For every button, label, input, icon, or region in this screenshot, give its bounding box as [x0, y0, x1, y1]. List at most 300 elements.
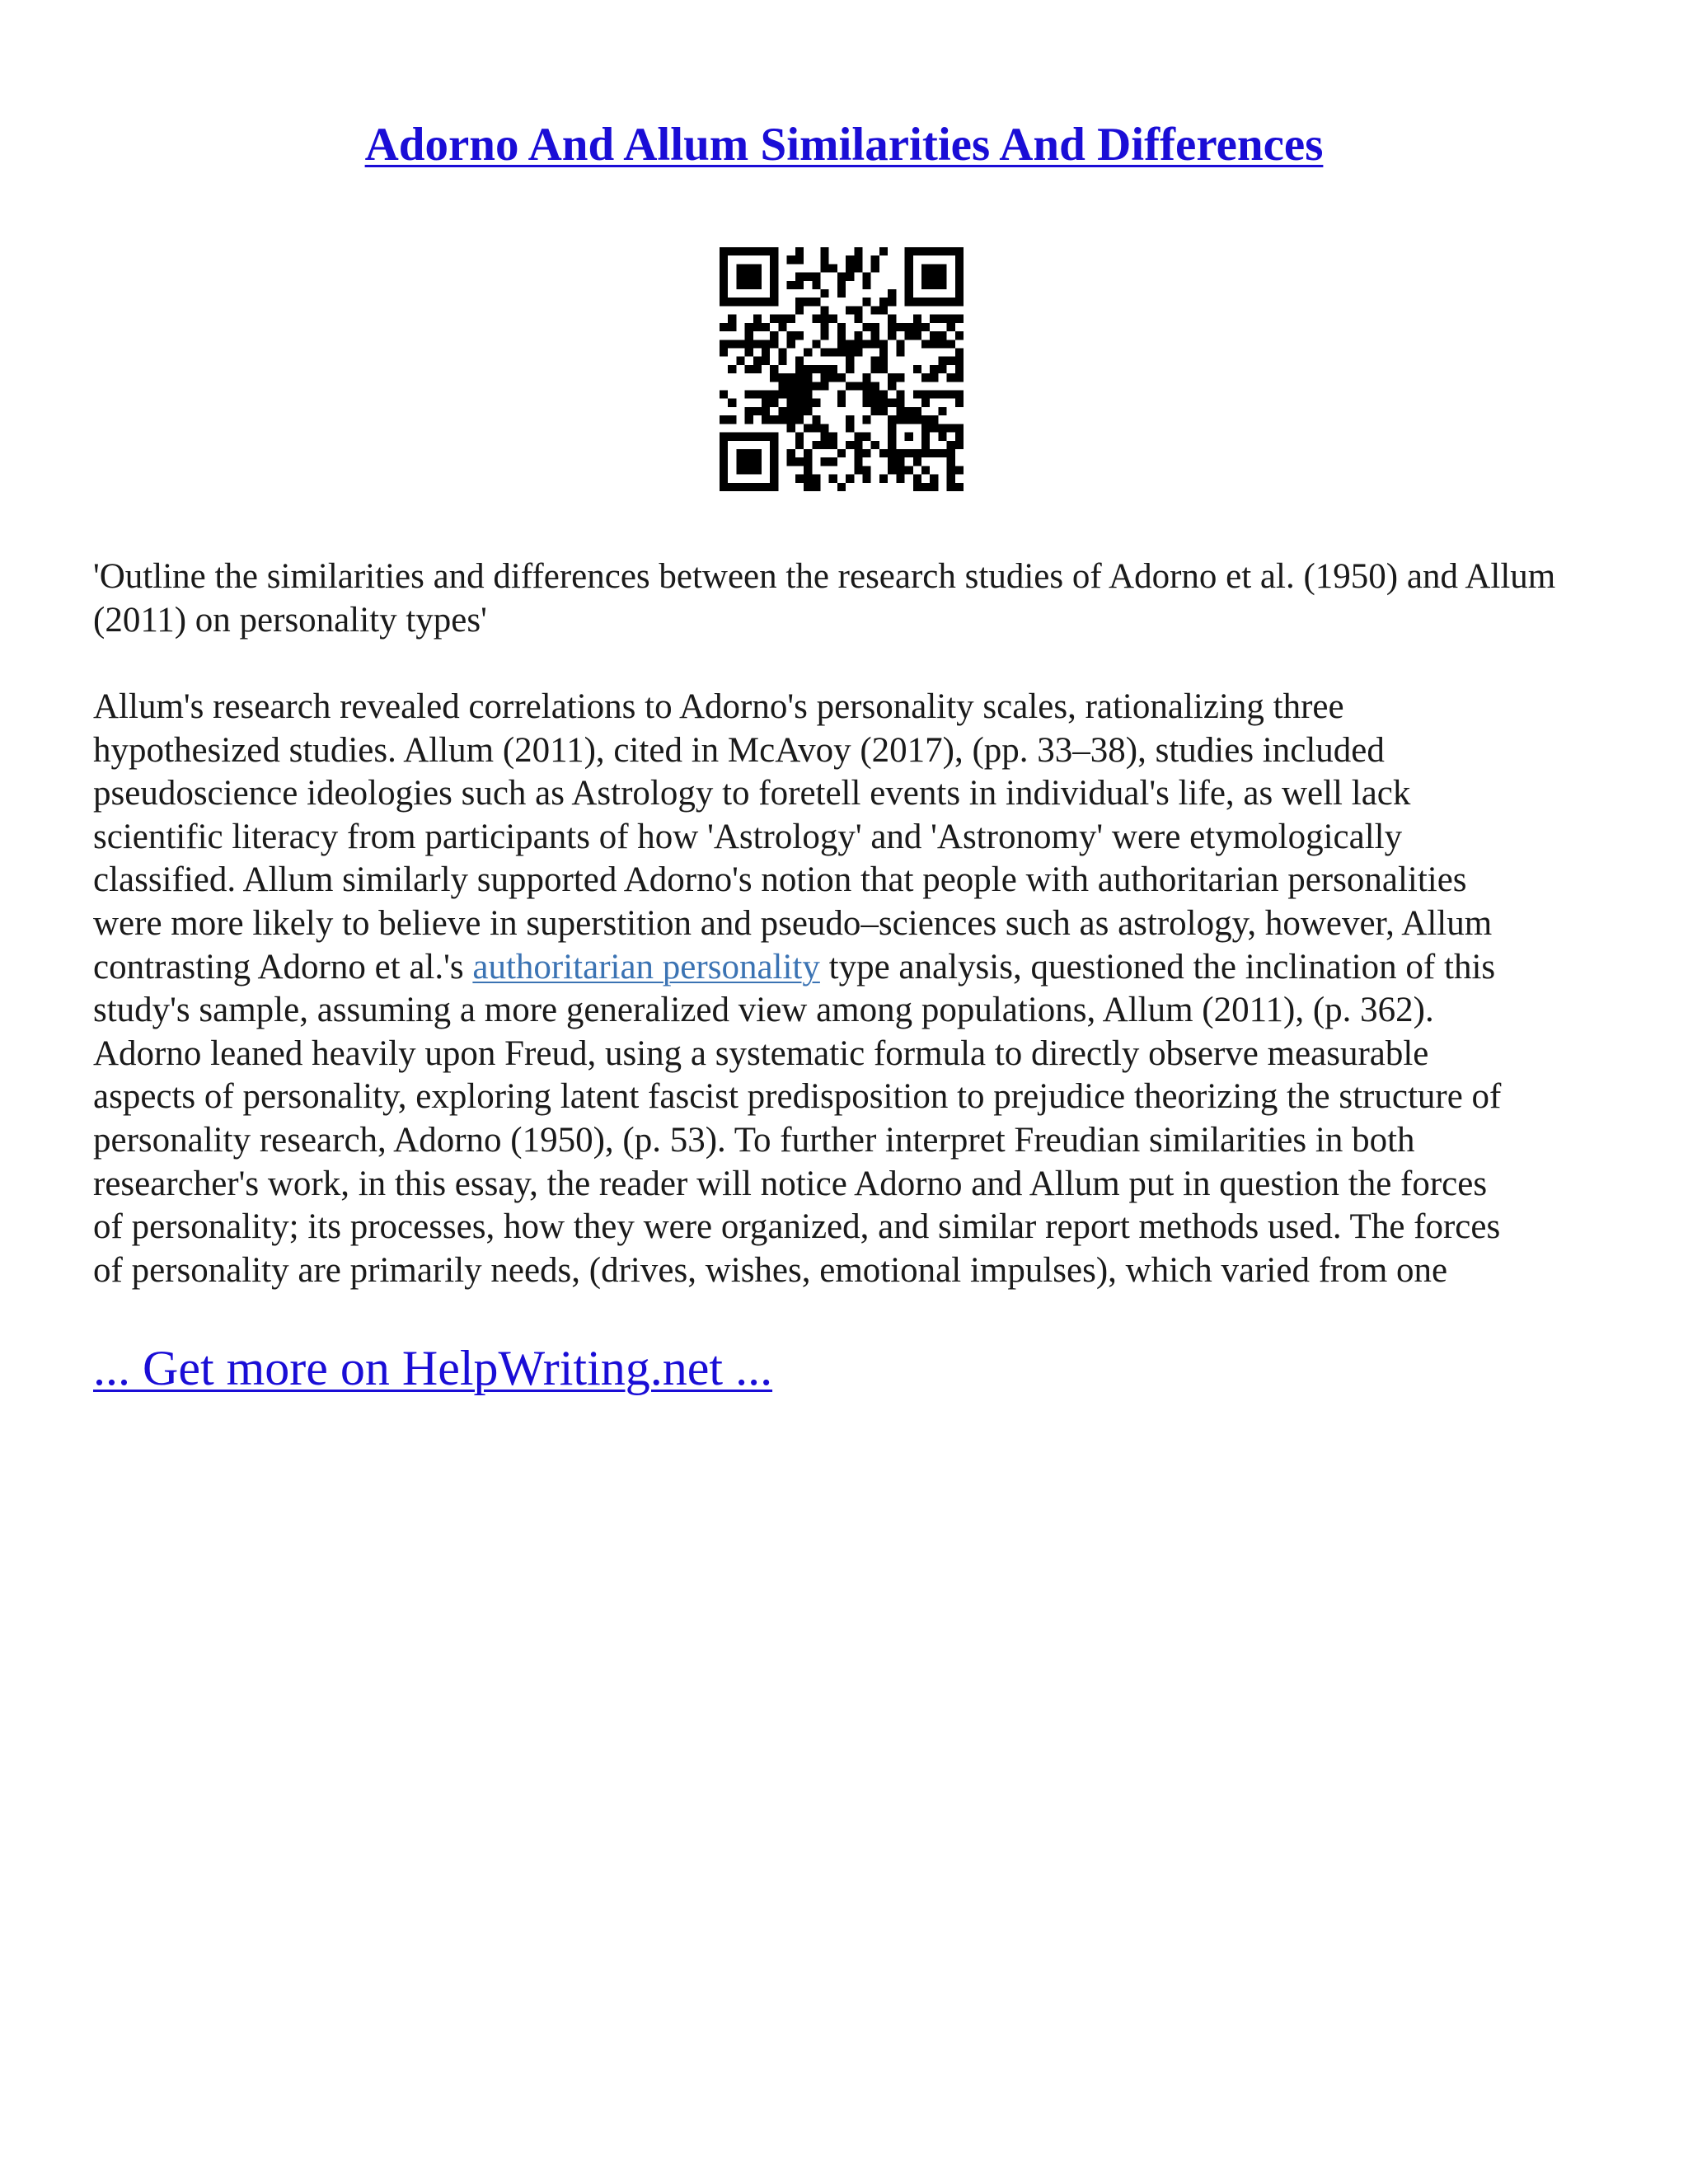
qr-module [863, 449, 871, 457]
qr-module [955, 273, 964, 281]
qr-module [829, 457, 837, 466]
qr-module [854, 433, 862, 441]
qr-module [938, 315, 946, 323]
qr-module [804, 407, 812, 415]
qr-module [736, 483, 744, 491]
qr-module [938, 391, 946, 399]
qr-module [787, 415, 795, 424]
qr-module [955, 373, 964, 382]
qr-module [905, 415, 913, 424]
qr-module [863, 433, 871, 441]
qr-module [905, 264, 913, 272]
qr-module [879, 306, 888, 314]
qr-module [736, 466, 744, 474]
qr-module [736, 449, 744, 457]
qr-module [913, 365, 921, 373]
qr-module [795, 415, 804, 424]
qr-module [913, 449, 921, 457]
qr-module [913, 331, 921, 340]
qr-module [871, 331, 879, 340]
qr-module [812, 424, 820, 432]
qr-module [778, 357, 786, 365]
qr-module [930, 331, 938, 340]
qr-module [947, 475, 955, 483]
qr-module [879, 298, 888, 306]
qr-module [921, 281, 930, 289]
body-line: hypothesized studies. Allum (2011), cited in McAvoy (2017), (pp. 33–38), studies included [93, 730, 1385, 770]
qr-module [863, 298, 871, 306]
qr-module [938, 247, 946, 255]
qr-module [829, 475, 837, 483]
qr-module [938, 407, 946, 415]
qr-module [820, 348, 828, 356]
qr-module [921, 247, 930, 255]
qr-module [804, 348, 812, 356]
qr-module [762, 247, 770, 255]
qr-module [947, 323, 955, 331]
qr-module [795, 475, 804, 483]
qr-module [863, 340, 871, 348]
qr-module [736, 357, 744, 365]
qr-module [871, 323, 879, 331]
qr-module [770, 298, 778, 306]
qr-module [905, 323, 913, 331]
qr-module [955, 289, 964, 298]
qr-module [871, 407, 879, 415]
qr-module [728, 399, 736, 407]
qr-module [947, 315, 955, 323]
qr-module [762, 357, 770, 365]
qr-module [921, 373, 930, 382]
qr-module [938, 264, 946, 272]
qr-module [812, 475, 820, 483]
body-line: researcher's work, in this essay, the reader will notice Adorno and Allum put in question the forces [93, 1164, 1488, 1203]
qr-module [913, 457, 921, 466]
qr-module [753, 340, 762, 348]
qr-module [812, 382, 820, 390]
qr-module [888, 298, 896, 306]
qr-module [896, 449, 904, 457]
qr-module [938, 340, 946, 348]
qr-module [955, 483, 964, 491]
qr-module [854, 348, 862, 356]
qr-module [955, 424, 964, 432]
qr-module [753, 298, 762, 306]
qr-module [879, 407, 888, 415]
qr-module [745, 340, 753, 348]
qr-module [736, 298, 744, 306]
qr-module [921, 441, 930, 449]
qr-module [846, 306, 854, 314]
qr-module [863, 475, 871, 483]
essay-body [93, 686, 1601, 1292]
qr-module [762, 298, 770, 306]
get-more-paragraph [93, 1335, 772, 1401]
qr-module [896, 373, 904, 382]
qr-module [829, 433, 837, 441]
qr-module [770, 441, 778, 449]
qr-module [896, 466, 904, 474]
qr-module [955, 331, 964, 340]
qr-module [938, 433, 946, 441]
qr-module [955, 348, 964, 356]
qr-module [787, 382, 795, 390]
qr-module [770, 365, 778, 373]
qr-module [770, 340, 778, 348]
qr-module [888, 449, 896, 457]
qr-module [947, 340, 955, 348]
qr-module [812, 315, 820, 323]
qr-module [938, 281, 946, 289]
qr-module [753, 457, 762, 466]
qr-module [795, 281, 804, 289]
qr-module [753, 323, 762, 331]
qr-module [863, 415, 871, 424]
qr-module [770, 391, 778, 399]
get-more-link[interactable]: ... Get more on HelpWriting.net ... [93, 1341, 773, 1395]
qr-module [762, 407, 770, 415]
qr-module [930, 298, 938, 306]
qr-module [846, 415, 854, 424]
qr-module [795, 331, 804, 340]
qr-module [896, 391, 904, 399]
qr-module [762, 340, 770, 348]
qr-module [745, 348, 753, 356]
qr-module [955, 247, 964, 255]
qr-module [913, 391, 921, 399]
qr-module [930, 483, 938, 491]
qr-module [736, 340, 744, 348]
qr-module [938, 365, 946, 373]
qr-module [913, 247, 921, 255]
qr-module [888, 433, 896, 441]
qr-module [913, 323, 921, 331]
qr-module [787, 449, 795, 457]
qr-module [829, 373, 837, 382]
qr-module [837, 449, 846, 457]
qr-module [745, 466, 753, 474]
qr-module [888, 441, 896, 449]
qr-module [905, 255, 913, 264]
qr-module [787, 255, 795, 264]
qr-module [829, 365, 837, 373]
qr-module [753, 391, 762, 399]
qr-module [820, 382, 828, 390]
qr-module [846, 424, 854, 432]
qr-module [905, 331, 913, 340]
qr-module [787, 281, 795, 289]
qr-module [921, 415, 930, 424]
qr-module [753, 483, 762, 491]
qr-module [921, 433, 930, 441]
qr-module [736, 264, 744, 272]
qr-module [947, 424, 955, 432]
qr-module [804, 483, 812, 491]
qr-module [804, 424, 812, 432]
qr-module [787, 331, 795, 340]
qr-module [812, 281, 820, 289]
qr-module [930, 391, 938, 399]
qr-module [804, 382, 812, 390]
qr-module [913, 415, 921, 424]
body-line: Allum's research revealed correlations to Adorno's personality scales, rationalizing three [93, 687, 1344, 726]
qr-module [846, 357, 854, 365]
qr-module [905, 281, 913, 289]
qr-module [905, 298, 913, 306]
qr-module [846, 365, 854, 373]
qr-module [930, 247, 938, 255]
qr-module [871, 399, 879, 407]
qr-module [778, 415, 786, 424]
qr-module [720, 323, 728, 331]
qr-module [854, 247, 862, 255]
body-line: aspects of personality, exploring latent fascist predisposition to prejudice theorizing the structure of [93, 1077, 1502, 1117]
qr-module [846, 441, 854, 449]
qr-module [804, 475, 812, 483]
page-title [0, 112, 1688, 178]
qr-module [728, 433, 736, 441]
qr-module [745, 365, 753, 373]
qr-module [753, 273, 762, 281]
qr-module [778, 315, 786, 323]
qr-module [854, 457, 862, 466]
qr-module [795, 306, 804, 314]
qr-module [871, 391, 879, 399]
qr-module [787, 457, 795, 466]
qr-module [863, 273, 871, 281]
qr-module [720, 415, 728, 424]
qr-module [879, 399, 888, 407]
qr-module [753, 365, 762, 373]
qr-module [879, 340, 888, 348]
qr-module [837, 483, 846, 491]
qr-module [930, 424, 938, 432]
qr-module [863, 373, 871, 382]
qr-module [947, 449, 955, 457]
qr-module [820, 264, 828, 272]
qr-module [795, 433, 804, 441]
qr-module [955, 281, 964, 289]
qr-module [753, 449, 762, 457]
qr-module [905, 407, 913, 415]
qr-module [820, 289, 828, 298]
qr-module [930, 281, 938, 289]
qr-module [795, 407, 804, 415]
qr-module [871, 382, 879, 390]
qr-module [770, 331, 778, 340]
qr-module [778, 391, 786, 399]
qr-module [804, 466, 812, 474]
qr-module [770, 399, 778, 407]
qr-module [930, 340, 938, 348]
qr-module [745, 415, 753, 424]
qr-module [913, 407, 921, 415]
qr-module [837, 391, 846, 399]
qr-module [728, 340, 736, 348]
qr-module [921, 298, 930, 306]
qr-module [770, 483, 778, 491]
qr-module [728, 365, 736, 373]
qr-module [905, 433, 913, 441]
qr-module [812, 340, 820, 348]
qr-module [896, 348, 904, 356]
qr-module [837, 348, 846, 356]
qr-module [854, 264, 862, 272]
qr-module [938, 298, 946, 306]
qr-module [795, 441, 804, 449]
qr-module [762, 415, 770, 424]
qr-module [930, 365, 938, 373]
qr-module [921, 264, 930, 272]
qr-module [728, 415, 736, 424]
body-line: of personality; its processes, how they were organized, and similar report methods used. The forces [93, 1207, 1501, 1247]
qr-module [820, 315, 828, 323]
qr-module [863, 391, 871, 399]
qr-module [921, 273, 930, 281]
qr-module [795, 298, 804, 306]
qr-module [896, 475, 904, 483]
qr-module [812, 298, 820, 306]
qr-module [770, 247, 778, 255]
qr-module [745, 281, 753, 289]
qr-module [804, 391, 812, 399]
qr-module [820, 441, 828, 449]
qr-module [846, 348, 854, 356]
qr-module [930, 273, 938, 281]
qr-module [762, 391, 770, 399]
qr-module [720, 340, 728, 348]
qr-module [820, 457, 828, 466]
qr-module [745, 391, 753, 399]
qr-module [770, 466, 778, 474]
qr-module [762, 348, 770, 356]
qr-module [720, 281, 728, 289]
qr-module [854, 331, 862, 340]
qr-module [720, 466, 728, 474]
qr-module [770, 457, 778, 466]
qr-module [837, 323, 846, 331]
qr-module [795, 382, 804, 390]
qr-module [905, 289, 913, 298]
qr-module [938, 449, 946, 457]
qr-module [888, 382, 896, 390]
authoritarian-personality-link[interactable]: authoritarian personality [472, 947, 820, 987]
qr-module [896, 323, 904, 331]
qr-module [778, 348, 786, 356]
qr-module [753, 247, 762, 255]
qr-module [820, 373, 828, 382]
qr-module [804, 365, 812, 373]
qr-module [854, 340, 862, 348]
qr-module [871, 264, 879, 272]
qr-module [921, 391, 930, 399]
qr-module [762, 399, 770, 407]
qr-module [846, 475, 854, 483]
qr-module [787, 315, 795, 323]
qr-module [921, 340, 930, 348]
qr-module [947, 357, 955, 365]
body-line: pseudoscience ideologies such as Astrology to foretell events in individual's life, as well lack [93, 774, 1411, 813]
qr-module [745, 449, 753, 457]
qr-module [720, 264, 728, 272]
qr-module [871, 340, 879, 348]
qr-module [829, 315, 837, 323]
qr-module [947, 391, 955, 399]
qr-module [854, 255, 862, 264]
qr-module [812, 415, 820, 424]
qr-module [955, 315, 964, 323]
qr-module [820, 255, 828, 264]
qr-module [846, 340, 854, 348]
qr-module [846, 264, 854, 272]
qr-module [921, 449, 930, 457]
qr-module [888, 457, 896, 466]
qr-module [745, 407, 753, 415]
qr-module [846, 382, 854, 390]
qr-module [921, 399, 930, 407]
qr-module [921, 466, 930, 474]
qr-module [728, 298, 736, 306]
qr-module [770, 273, 778, 281]
qr-module [947, 457, 955, 466]
qr-module [913, 315, 921, 323]
qr-module [787, 373, 795, 382]
qr-module [804, 273, 812, 281]
qr-module [770, 264, 778, 272]
qr-module [947, 483, 955, 491]
qr-module [812, 399, 820, 407]
qr-module [947, 298, 955, 306]
qr-module [720, 391, 728, 399]
qr-module [896, 415, 904, 424]
qr-module [804, 298, 812, 306]
qr-module [955, 298, 964, 306]
qr-module [854, 449, 862, 457]
qr-module [745, 433, 753, 441]
qr-module [863, 466, 871, 474]
qr-module [736, 281, 744, 289]
qr-module [955, 365, 964, 373]
qr-module [720, 247, 728, 255]
qr-module [812, 483, 820, 491]
qr-module [879, 348, 888, 356]
qr-module [955, 357, 964, 365]
qr-module [770, 475, 778, 483]
title-link[interactable]: Adorno And Allum Similarities And Differences [364, 119, 1324, 171]
qr-module [787, 391, 795, 399]
qr-module [778, 373, 786, 382]
qr-module [753, 264, 762, 272]
qr-module [745, 331, 753, 340]
qr-module [820, 424, 828, 432]
body-text-fragment: contrasting Adorno et al.'s [93, 947, 473, 987]
qr-module [896, 407, 904, 415]
qr-module [871, 441, 879, 449]
qr-module [770, 373, 778, 382]
qr-module [804, 457, 812, 466]
qr-module [812, 273, 820, 281]
qr-module [879, 475, 888, 483]
qr-module [879, 391, 888, 399]
qr-module [955, 264, 964, 272]
qr-module [921, 323, 930, 331]
qr-module [762, 323, 770, 331]
qr-module [837, 281, 846, 289]
qr-module [829, 441, 837, 449]
body-line-with-link [93, 946, 1601, 990]
qr-module [896, 340, 904, 348]
qr-module [745, 247, 753, 255]
